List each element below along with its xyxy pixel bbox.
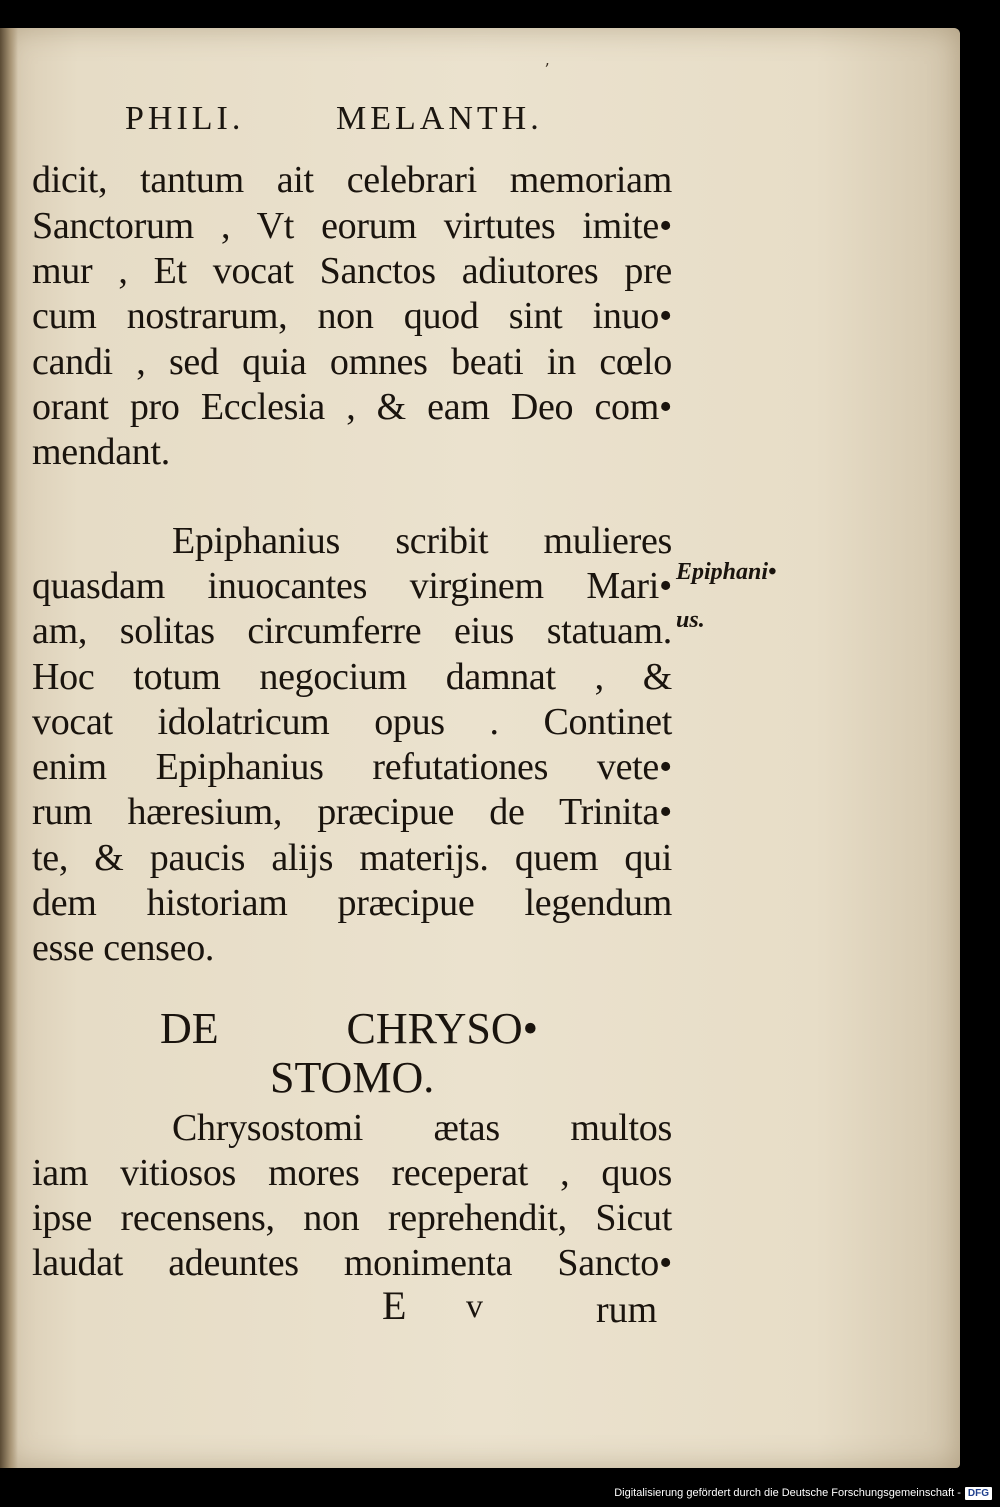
text-line: vocat idolatricum opus . Continet xyxy=(32,701,672,743)
text-line: dem historiam præcipue legendum xyxy=(32,882,672,924)
section-title-line-2: STOMO. xyxy=(270,1053,435,1102)
text-line: candi , sed quia omnes beati in cœlo xyxy=(32,341,672,383)
footer-credit-text: Digitalisierung gefördert durch die Deutsche Forschungsgemeinschaft - xyxy=(614,1487,961,1499)
text-line: rum hæresium, præcipue de Trinita• xyxy=(32,791,672,833)
text-line: Hoc totum negocium damnat , & xyxy=(32,656,672,698)
catchword: rum xyxy=(596,1289,658,1331)
digitization-footer xyxy=(614,1483,992,1503)
text-line: orant pro Ecclesia , & eam Deo com• xyxy=(32,386,672,428)
text-line: ipse recensens, non reprehendit, Sicut xyxy=(32,1197,672,1239)
text-line: esse censeo. xyxy=(32,927,215,969)
text-line: iam vitiosos mores receperat , quos xyxy=(32,1152,672,1194)
marginal-note-line-2: us. xyxy=(676,607,705,633)
text-line: te, & paucis alijs materijs. quem qui xyxy=(32,837,672,879)
marginal-note-line-1: Epiphani• xyxy=(676,559,777,585)
running-header-left: PHILI. xyxy=(125,100,245,137)
text-line: cum nostrarum, non quod sint inuo• xyxy=(32,295,672,337)
text-line: mendant. xyxy=(32,431,170,473)
text-line: Sanctorum , Vt eorum virtutes imite• xyxy=(32,205,672,247)
running-header-right: MELANTH. xyxy=(336,100,543,137)
text-line: mur , Et vocat Sanctos adiutores pre xyxy=(32,250,672,292)
section-title-line-1: DE CHRYSO• xyxy=(160,1004,538,1053)
page-mark: ʼ xyxy=(544,60,550,79)
text-line: dicit, tantum ait celebrari memoriam xyxy=(32,159,672,201)
text-line: laudat adeuntes monimenta Sancto• xyxy=(32,1242,672,1284)
text-line: am, solitas circumferre eius statuam. xyxy=(32,610,672,652)
text-line: Epiphanius scribit mulieres xyxy=(172,520,672,562)
dfg-logo: DFG xyxy=(965,1487,992,1500)
text-line: Chrysostomi ætas multos xyxy=(172,1107,672,1149)
text-line: enim Epiphanius refutationes vete• xyxy=(32,746,672,788)
signature-mark: E xyxy=(382,1283,407,1328)
signature-numeral: v xyxy=(466,1288,483,1325)
text-line: quasdam inuocantes virginem Mari• xyxy=(32,565,672,607)
